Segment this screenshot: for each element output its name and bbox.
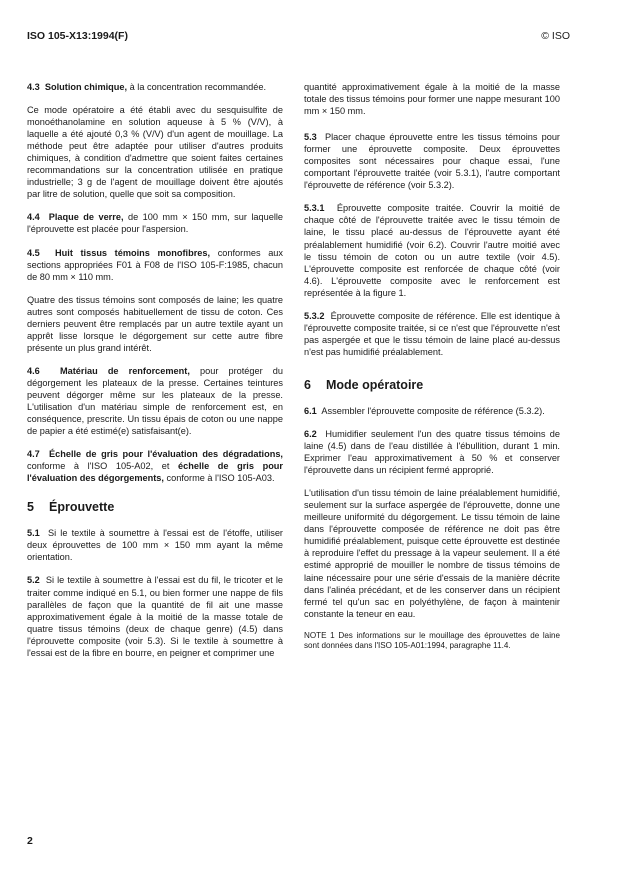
clause-4-4	[27, 211, 283, 235]
clause-title: Matériau de renforcement,	[59, 365, 190, 376]
clause-text: Assembler l'éprouvette composite de référence (5.3.2).	[321, 405, 545, 416]
clause-text: Éprouvette composite de référence. Elle est identique à l'éprouvette composite traitée, si ce n'est que l'éprouvette n'est pas aspergée et que le tissu témoin de laine placé au-dessus n'est pas humidifié préalablement.	[304, 310, 560, 357]
clause-4-5	[27, 247, 283, 283]
clause-5-3	[304, 131, 560, 191]
section-title: Éprouvette	[49, 500, 115, 515]
clause-text: pour protéger du dégorgement les plateaux de la presse. Certaines teintures peuvent dégorger même sur les plateaux de la presse. L'utilisation d'un matériau simple de renforcement est, en conséquence, prescrite. Un tissu épais de coton ou une nappe de papier a été estimé(e) satisfaisant(e).	[27, 365, 283, 437]
clause-text: conformes aux sections appropriées F01 à F08 de l'ISO 105-F:1985, chacun de 80 mm × 110 mm.	[27, 247, 284, 282]
clause-text: Éprouvette composite traitée. Couvrir la moitié de chaque côté de l'éprouvette traitée avec le tissu témoin de laine, le tissu placé au-dessus de l'éprouvette ayant été préalablement humidifié (voir 6.2). Couvrir l'autre moitié avec le tissu témoin de coton ou un autre textile (voir 4.5). L'éprouvette composite est renforcée de chaque côté (voir 4.6). L'éprouvette composite avec le renforcement est représentée à la figure 1.	[304, 203, 560, 298]
clause-number: 4.7	[27, 449, 40, 460]
clause-text: Si le textile à soumettre à l'essai est de l'étoffe, utiliser deux éprouvettes de 100 mm × 150 mm ayant la même orientation.	[27, 528, 283, 563]
section-number: 5	[27, 500, 34, 515]
clause-text: Humidifier seulement l'un des quatre tissus témoins de laine (4.5) dans de l'eau distillée à l'ébullition, durant 1 min. Exprimer l'eau approximativement à 50 % et conserver l'éprouvette dans un récipient fermé approprié.	[304, 428, 560, 476]
clause-number: 5.2	[27, 575, 40, 586]
document-id: ISO 105-X13:1994(F)	[27, 30, 128, 42]
clause-5-2-continued: quantité approximativement égale à la moitié de la masse totale des tissus témoins pour former une nappe mesurant 100 mm × 150 mm.	[304, 82, 560, 117]
section-title: Mode opératoire	[326, 377, 424, 392]
clause-text-2: conforme à l'ISO 105-A03.	[166, 473, 275, 484]
clause-4-6	[27, 365, 283, 437]
clause-number: 5.1	[27, 528, 40, 539]
clause-5-1	[27, 527, 283, 563]
clause-title-2: échelle de gris pour l'évaluation des dégorgements,	[27, 461, 283, 484]
clause-number: 6.2	[304, 428, 317, 439]
clause-title: Plaque de verre,	[48, 212, 124, 223]
clause-number: 4.5	[27, 247, 40, 258]
clause-4-3-body: Ce mode opératoire a été établi avec du sesquisulfite de monoéthanolamine en solution aqueuse à 5 % (V/V), à laquelle a été ajouté 0,3 % (V/V) d'un agent de mouillage. La méthode peut être adaptée pour utiliser d'autres produits chimiques, à condition d'admettre que soient faites certaines recommandations sur la concentration utilisée en pratique industrielle; 3 g de l'agent de mouillage doivent être ajoutés par litre de solution, quelle que soit sa composition.	[27, 105, 283, 200]
section-number: 6	[304, 377, 311, 392]
clause-title: Solution chimique,	[44, 82, 128, 92]
clause-number: 4.6	[27, 365, 40, 376]
clause-6-1	[304, 405, 560, 417]
right-column	[304, 81, 560, 663]
clause-text: Placer chaque éprouvette entre les tissus témoins pour former une éprouvette composite. Deux éprouvettes composites sont nécessaires pour chaque essai, l'une comportant l'éprouvette traitée (voir 5.3.1), l'autre comportant l'éprouvette de référence (voir 5.3.2).	[304, 132, 560, 191]
left-column	[27, 81, 283, 670]
clause-text: de 100 mm × 150 mm, sur laquelle l'éprouvette est placée pour l'aspersion.	[27, 212, 284, 235]
clause-title: Huit tissus témoins monofibres,	[55, 247, 211, 258]
clause-4-7	[27, 448, 283, 484]
clause-text: à la concentration recommandée.	[129, 82, 266, 92]
clause-4-3	[27, 81, 283, 93]
clause-text: Si le textile à soumettre à l'essai est du fil, le tricoter et le traiter comme indiqué en 5.1, ou bien former une nappe de fils parallèles de façon que la quantité de fil ait une masse approximativement égale à la moitié de la masse totale de quatre tissus témoins (deux de chaque genre) (4.5) dans l'éprouvette composite (voir 5.3). Si le textile à soumettre à l'essai est de la fibre en bourre, en peigner et comprimer une	[27, 575, 283, 658]
clause-number: 5.3.1	[304, 203, 325, 214]
copyright-mark: © ISO	[541, 30, 570, 42]
clause-5-3-1	[304, 202, 560, 298]
section-6-heading	[304, 378, 560, 393]
page-number: 2	[27, 835, 33, 847]
clause-number: 5.3	[304, 132, 317, 143]
clause-4-5-body: Quatre des tissus témoins sont composés de laine; les quatre autres sont composés habituellement de tissu de coton. Ces derniers peuvent être remplacés par un autre textile ayant un apprêt lisse lorsque le dégorgement sur cette autre fibre présente un plus grand intérêt.	[27, 294, 283, 353]
clause-6-2-body: L'utilisation d'un tissu témoin de laine préalablement humidifié, seulement sur la surface aspergée de l'éprouvette, donne une meilleure uniformité du dégorgement. Le tissu témoin de laine dans l'éprouvette composée de référence ne doit pas être humidifié préalablement, puisque cette éprouvette est destinée à reproduire l'effet du pressage à la vapeur seulement. Il a été estimé approprié de mouiller le nombre de tissus témoins de laine nécessaire pour une série d'essais de la manière décrite dans l'alinéa précédant, et de les conserver dans un récipient fermé tel qu'un sac en polyéthylène, de façon à maintenir constante la teneur en eau.	[304, 488, 560, 619]
clause-5-3-2	[304, 310, 560, 358]
note-1: NOTE 1 Des informations sur le mouillage des éprouvettes de laine sont données dans l'ISO 105-A01:1994, paragraphe 11.4.	[304, 630, 560, 651]
clause-number: 4.4	[27, 212, 40, 223]
clause-text: conforme à l'ISO 105-A02, et	[27, 461, 170, 472]
section-5-heading	[27, 500, 283, 515]
clause-6-2	[304, 428, 560, 476]
clause-5-2	[27, 574, 283, 658]
clause-number: 5.3.2	[304, 310, 325, 321]
clause-title: Échelle de gris pour l'évaluation des dégradations,	[48, 449, 283, 460]
clause-number: 6.1	[304, 405, 317, 416]
clause-number: 4.3	[27, 82, 40, 92]
